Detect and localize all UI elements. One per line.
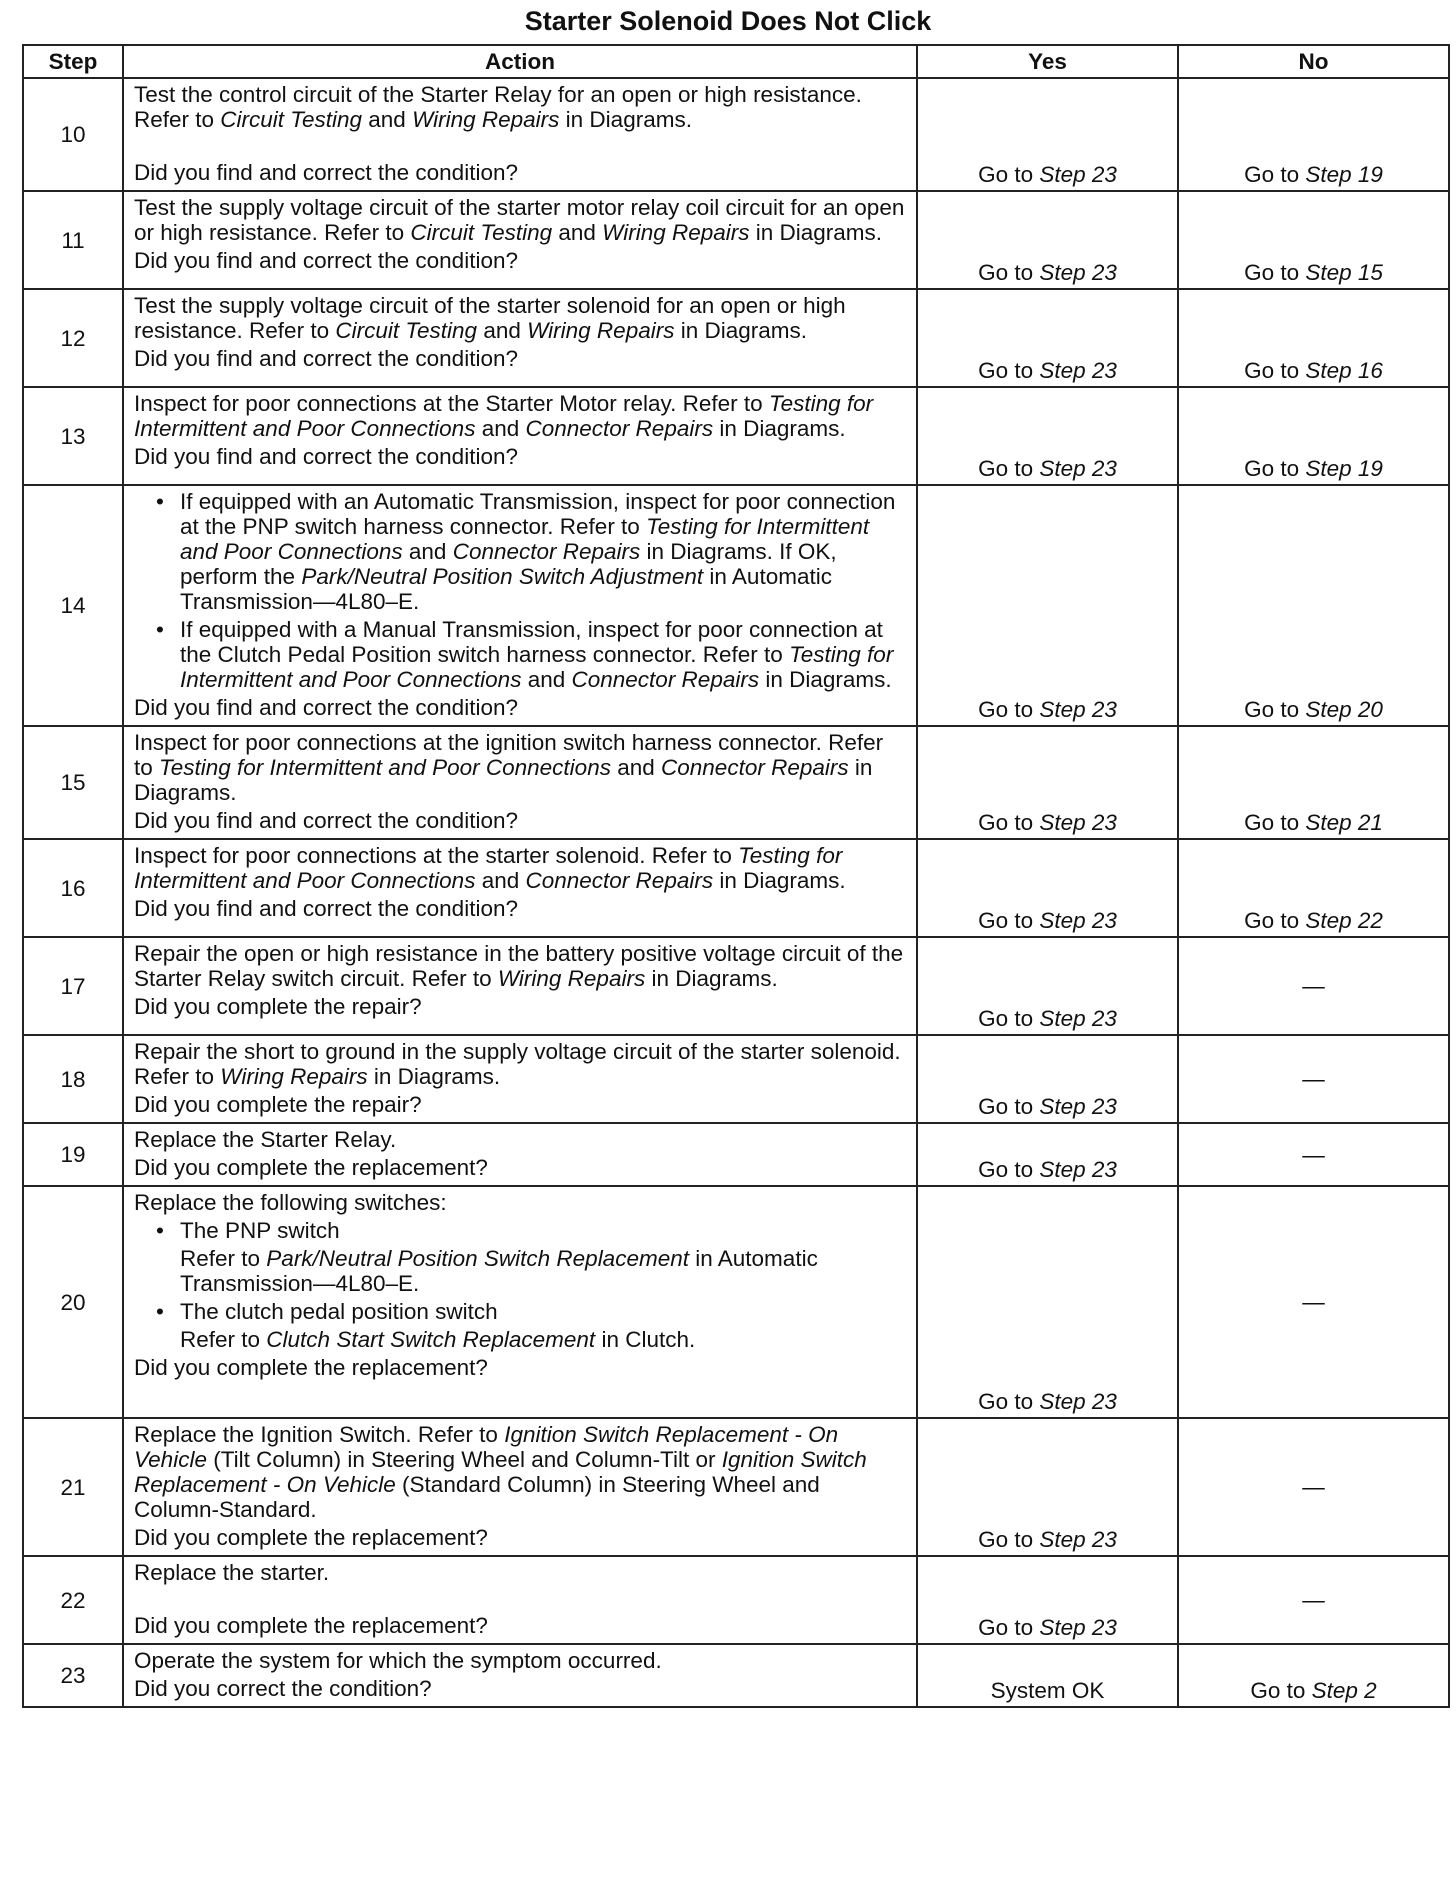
action-text: Replace the Ignition Switch. Refer to [134, 1422, 505, 1447]
yes-reference: Step 23 [1039, 908, 1117, 933]
bullet-item [134, 1218, 908, 1243]
action-text: The clutch pedal position switch [180, 1299, 498, 1324]
yes-reference: Step 23 [1039, 1615, 1117, 1640]
action-paragraph [134, 941, 908, 991]
yes-cell [917, 1123, 1178, 1186]
action-paragraph [134, 1190, 908, 1215]
action-text: in Automatic Transmission—4L80–E. [180, 564, 832, 614]
action-reference: Connector Repairs [525, 868, 714, 893]
table-row [23, 289, 1449, 387]
action-text: (Tilt Column) in Steering Wheel and Column-Tilt or [206, 1447, 722, 1472]
no-dash: — [1302, 1142, 1325, 1167]
yes-cell [917, 1186, 1178, 1418]
no-dash: — [1302, 1066, 1325, 1092]
no-cell [1178, 1556, 1449, 1644]
yes-result [918, 456, 1177, 481]
yes-text: Go to [978, 1615, 1040, 1640]
action-text: in Diagrams. [713, 868, 846, 893]
no-cell [1178, 289, 1449, 387]
action-reference: Circuit Testing [410, 220, 553, 245]
yes-reference: Step 23 [1039, 810, 1117, 835]
yes-text: Go to [978, 1006, 1040, 1031]
step-number: 13 [23, 387, 123, 485]
table-row [23, 839, 1449, 937]
no-cell [1178, 1644, 1449, 1707]
action-text: Repair the open or high resistance in the battery positive voltage circuit of the Starter Relay switch circuit. Refer to [134, 941, 904, 991]
action-text: Did you complete the replacement? [134, 1155, 488, 1180]
action-cell [123, 726, 917, 839]
action-text: in Diagrams. [559, 107, 692, 132]
action-reference: Connector Repairs [525, 416, 714, 441]
action-text: and [402, 539, 453, 564]
yes-text: Go to [978, 162, 1040, 187]
no-dash: — [1302, 1289, 1325, 1315]
action-paragraph [134, 195, 908, 245]
action-paragraph [134, 160, 908, 185]
action-text: Operate the system for which the symptom occurred. [134, 1648, 662, 1673]
action-cell [123, 485, 917, 726]
step-number: 21 [23, 1418, 123, 1556]
yes-reference: Step 23 [1039, 358, 1117, 383]
bullet-icon: • [156, 1218, 164, 1243]
action-reference: Testing for Intermittent and Poor Connections [180, 514, 870, 564]
yes-result [918, 260, 1177, 285]
action-paragraph [134, 994, 908, 1019]
no-reference: Step 16 [1305, 358, 1383, 383]
step-number: 11 [23, 191, 123, 289]
action-paragraph [134, 1613, 908, 1638]
action-reference: Testing for Intermittent and Poor Connections [159, 755, 611, 780]
action-paragraph [134, 1127, 908, 1152]
action-paragraph [134, 1676, 908, 1701]
yes-text: Go to [978, 1157, 1040, 1182]
no-cell [1178, 78, 1449, 191]
action-text: Replace the following switches: [134, 1190, 447, 1215]
yes-result [918, 1389, 1177, 1414]
yes-result [918, 1678, 1177, 1703]
action-paragraph [134, 1155, 908, 1180]
action-paragraph [134, 1092, 908, 1117]
action-paragraph [134, 346, 908, 371]
no-result [1179, 697, 1448, 722]
step-number: 15 [23, 726, 123, 839]
action-paragraph [134, 808, 908, 833]
no-cell [1178, 937, 1449, 1035]
diagnostic-table [22, 44, 1450, 1708]
no-dash: — [1302, 1474, 1325, 1500]
yes-reference: Step 23 [1039, 456, 1117, 481]
yes-result [918, 697, 1177, 722]
action-text: and [477, 318, 528, 343]
sub-paragraph [134, 1246, 908, 1296]
step-number: 17 [23, 937, 123, 1035]
no-text: Go to [1244, 162, 1306, 187]
action-text: Did you find and correct the condition? [134, 695, 518, 720]
bullet-icon: • [156, 617, 164, 642]
no-cell [1178, 387, 1449, 485]
no-cell [1178, 191, 1449, 289]
no-reference: Step 21 [1305, 810, 1383, 835]
action-paragraph [134, 730, 908, 805]
action-paragraph [134, 1422, 908, 1522]
bullet-item [134, 1299, 908, 1324]
action-reference: Testing for Intermittent and Poor Connections [134, 843, 843, 893]
spacer [134, 135, 908, 160]
action-text: and [475, 416, 526, 441]
yes-reference: Step 23 [1039, 1006, 1117, 1031]
yes-text: Go to [978, 908, 1040, 933]
action-cell [123, 191, 917, 289]
yes-cell [917, 289, 1178, 387]
bullet-item [134, 489, 908, 614]
yes-result [918, 358, 1177, 383]
step-number: 22 [23, 1556, 123, 1644]
no-reference: Step 15 [1305, 260, 1383, 285]
action-reference: Connector Repairs [661, 755, 849, 780]
yes-text: Go to [978, 1527, 1040, 1552]
step-number: 10 [23, 78, 123, 191]
action-text: Did you complete the repair? [134, 1092, 422, 1117]
action-reference: Testing for Intermittent and Poor Connections [134, 391, 874, 441]
no-cell [1178, 485, 1449, 726]
sub-paragraph [134, 1327, 908, 1352]
yes-text: Go to [978, 697, 1040, 722]
yes-text: Go to [978, 1094, 1040, 1119]
step-number: 18 [23, 1035, 123, 1123]
no-text: Go to [1250, 1678, 1312, 1703]
action-reference: Wiring Repairs [412, 107, 560, 132]
action-text: Refer to [180, 1246, 267, 1271]
action-cell [123, 839, 917, 937]
action-paragraph [134, 1355, 908, 1380]
table-row [23, 1644, 1449, 1707]
action-reference: Connector Repairs [452, 539, 641, 564]
table-row [23, 485, 1449, 726]
yes-text: Go to [978, 1389, 1040, 1414]
action-paragraph [134, 843, 908, 893]
no-reference: Step 19 [1305, 162, 1383, 187]
no-cell [1178, 1035, 1449, 1123]
action-text: and [475, 868, 526, 893]
yes-result [918, 1094, 1177, 1119]
header-action: Action [123, 45, 917, 78]
action-paragraph [134, 1648, 908, 1673]
yes-reference: Step 23 [1039, 1527, 1117, 1552]
yes-result [918, 908, 1177, 933]
step-number: 14 [23, 485, 123, 726]
yes-result [918, 1157, 1177, 1182]
yes-cell [917, 1035, 1178, 1123]
no-result [1179, 810, 1448, 835]
action-text: and [552, 220, 603, 245]
action-paragraph [134, 695, 908, 720]
step-number: 12 [23, 289, 123, 387]
header-no: No [1178, 45, 1449, 78]
bullet-icon: • [156, 489, 164, 514]
table-row [23, 1186, 1449, 1418]
action-text: in Diagrams. [645, 966, 778, 991]
no-result [1179, 260, 1448, 285]
action-text: If equipped with an Automatic Transmission, inspect for poor connection at the PNP switch harness connector. Refer to [180, 489, 896, 539]
table-row [23, 1418, 1449, 1556]
table-row [23, 387, 1449, 485]
step-number: 19 [23, 1123, 123, 1186]
action-text: in Diagrams. [134, 755, 873, 805]
action-cell [123, 1186, 917, 1418]
action-text: Did you complete the replacement? [134, 1613, 488, 1638]
page-title: Starter Solenoid Does Not Click [524, 6, 932, 36]
no-reference: Step 19 [1305, 456, 1383, 481]
bullet-item [134, 617, 908, 692]
action-text: in Clutch. [595, 1327, 696, 1352]
table-row [23, 1035, 1449, 1123]
no-text: Go to [1244, 260, 1306, 285]
yes-cell [917, 191, 1178, 289]
action-text: in Diagrams. [713, 416, 846, 441]
action-paragraph [134, 1560, 908, 1585]
no-text: Go to [1244, 810, 1306, 835]
action-text: (Standard Column) in Steering Wheel and Column-Standard. [134, 1472, 820, 1522]
action-reference: Ignition Switch Replacement - On Vehicle [134, 1422, 839, 1472]
action-reference: Park/Neutral Position Switch Replacement [266, 1246, 689, 1271]
header-step: Step [23, 45, 123, 78]
action-text: Inspect for poor connections at the starter solenoid. Refer to [134, 843, 739, 868]
no-reference: Step 2 [1311, 1678, 1377, 1703]
no-cell [1178, 726, 1449, 839]
yes-cell [917, 78, 1178, 191]
action-text: Did you correct the condition? [134, 1676, 432, 1701]
action-text: If equipped with a Manual Transmission, inspect for poor connection at the Clutch Pedal Position switch harness connector. Refer to [180, 617, 883, 667]
action-text: in Automatic Transmission—4L80–E. [180, 1246, 818, 1296]
action-paragraph [134, 1039, 908, 1089]
action-text: Did you find and correct the condition? [134, 444, 518, 469]
action-text: in Diagrams. If OK, perform the [180, 539, 837, 589]
spacer [134, 1588, 908, 1613]
action-reference: Park/Neutral Position Switch Adjustment [301, 564, 704, 589]
yes-reference: Step 23 [1039, 1157, 1117, 1182]
action-cell [123, 1123, 917, 1186]
no-reference: Step 22 [1305, 908, 1383, 933]
no-text: Go to [1244, 697, 1306, 722]
yes-text: Go to [978, 456, 1040, 481]
table-row [23, 1123, 1449, 1186]
action-cell [123, 78, 917, 191]
action-paragraph [134, 896, 908, 921]
no-result [1179, 358, 1448, 383]
action-text: Did you find and correct the condition? [134, 346, 518, 371]
action-paragraph [134, 82, 908, 132]
table-row [23, 1556, 1449, 1644]
no-cell [1178, 1186, 1449, 1418]
action-cell [123, 1644, 917, 1707]
action-text: and [521, 667, 572, 692]
table-row [23, 726, 1449, 839]
yes-cell [917, 387, 1178, 485]
action-text: Did you complete the replacement? [134, 1355, 488, 1380]
action-paragraph [134, 391, 908, 441]
table-row [23, 937, 1449, 1035]
action-paragraph [134, 444, 908, 469]
action-cell [123, 1556, 917, 1644]
action-reference: Testing for Intermittent and Poor Connections [180, 642, 894, 692]
no-result [1179, 908, 1448, 933]
yes-cell [917, 1418, 1178, 1556]
step-number: 20 [23, 1186, 123, 1418]
yes-result [918, 1615, 1177, 1640]
action-text: in Diagrams. [759, 667, 892, 692]
action-text: Replace the Starter Relay. [134, 1127, 397, 1152]
action-cell [123, 387, 917, 485]
action-text: in Diagrams. [749, 220, 883, 245]
action-cell [123, 289, 917, 387]
step-number: 23 [23, 1644, 123, 1707]
no-dash: — [1302, 1587, 1325, 1613]
action-text: in Diagrams. [674, 318, 808, 343]
action-text: Test the supply voltage circuit of the starter solenoid for an open or high resistance. Refer to [134, 293, 846, 343]
yes-result [918, 1006, 1177, 1031]
no-text: Go to [1244, 358, 1306, 383]
action-text: The PNP switch [180, 1218, 340, 1243]
header-yes: Yes [917, 45, 1178, 78]
yes-reference: Step 23 [1039, 1389, 1117, 1414]
yes-reference: Step 23 [1039, 260, 1117, 285]
action-text: and [610, 755, 662, 780]
action-text: Did you find and correct the condition? [134, 160, 518, 185]
yes-cell [917, 485, 1178, 726]
no-text: Go to [1244, 456, 1306, 481]
yes-result [918, 162, 1177, 187]
yes-result [918, 1527, 1177, 1552]
action-cell [123, 1418, 917, 1556]
no-cell [1178, 839, 1449, 937]
yes-reference: Step 23 [1039, 162, 1117, 187]
action-text: Did you find and correct the condition? [134, 808, 518, 833]
no-text: Go to [1244, 908, 1306, 933]
action-paragraph [134, 293, 908, 343]
no-result [1179, 162, 1448, 187]
action-reference: Wiring Repairs [602, 220, 750, 245]
action-text: Did you find and correct the condition? [134, 248, 518, 273]
no-cell [1178, 1418, 1449, 1556]
action-text: Test the control circuit of the Starter Relay for an open or high resistance. Refer to [134, 82, 862, 132]
action-text: Inspect for poor connections at the ignition switch harness connector. Refer to [134, 730, 884, 780]
yes-reference: Step 23 [1039, 697, 1117, 722]
action-text: Inspect for poor connections at the Starter Motor relay. Refer to [134, 391, 769, 416]
action-text: Did you complete the replacement? [134, 1525, 488, 1550]
action-paragraph [134, 248, 908, 273]
no-result [1179, 456, 1448, 481]
action-reference: Circuit Testing [335, 318, 478, 343]
action-reference: Circuit Testing [220, 107, 363, 132]
action-cell [123, 937, 917, 1035]
table-row [23, 78, 1449, 191]
action-reference: Ignition Switch Replacement - On Vehicle [134, 1447, 867, 1497]
action-text: Refer to [180, 1327, 267, 1352]
action-reference: Clutch Start Switch Replacement [266, 1327, 596, 1352]
yes-cell [917, 1556, 1178, 1644]
action-text: in Diagrams. [367, 1064, 501, 1089]
no-cell [1178, 1123, 1449, 1186]
action-text: Replace the starter. [134, 1560, 330, 1585]
action-reference: Wiring Repairs [497, 966, 646, 991]
table-header-row [23, 45, 1449, 78]
bullet-icon: • [156, 1299, 164, 1324]
action-text: Test the supply voltage circuit of the starter motor relay coil circuit for an open or high resistance. Refer to [134, 195, 905, 245]
yes-cell [917, 1644, 1178, 1707]
yes-reference: Step 23 [1039, 1094, 1117, 1119]
yes-cell [917, 726, 1178, 839]
action-text: Repair the short to ground in the supply voltage circuit of the starter solenoid. Refer to [134, 1039, 901, 1089]
action-reference: Wiring Repairs [527, 318, 675, 343]
action-text: Did you find and correct the condition? [134, 896, 518, 921]
yes-cell [917, 839, 1178, 937]
action-text: Did you complete the repair? [134, 994, 422, 1019]
no-reference: Step 20 [1305, 697, 1383, 722]
action-reference: Wiring Repairs [220, 1064, 368, 1089]
table-body [23, 78, 1449, 1707]
action-cell [123, 1035, 917, 1123]
action-paragraph [134, 1525, 908, 1550]
no-result [1179, 1678, 1448, 1703]
step-number: 16 [23, 839, 123, 937]
table-row [23, 191, 1449, 289]
yes-text: Go to [978, 260, 1040, 285]
action-reference: Connector Repairs [571, 667, 760, 692]
action-text: and [362, 107, 413, 132]
yes-text: System OK [990, 1678, 1105, 1703]
yes-cell [917, 937, 1178, 1035]
yes-text: Go to [978, 810, 1040, 835]
yes-result [918, 810, 1177, 835]
no-dash: — [1302, 973, 1325, 999]
yes-text: Go to [978, 358, 1040, 383]
